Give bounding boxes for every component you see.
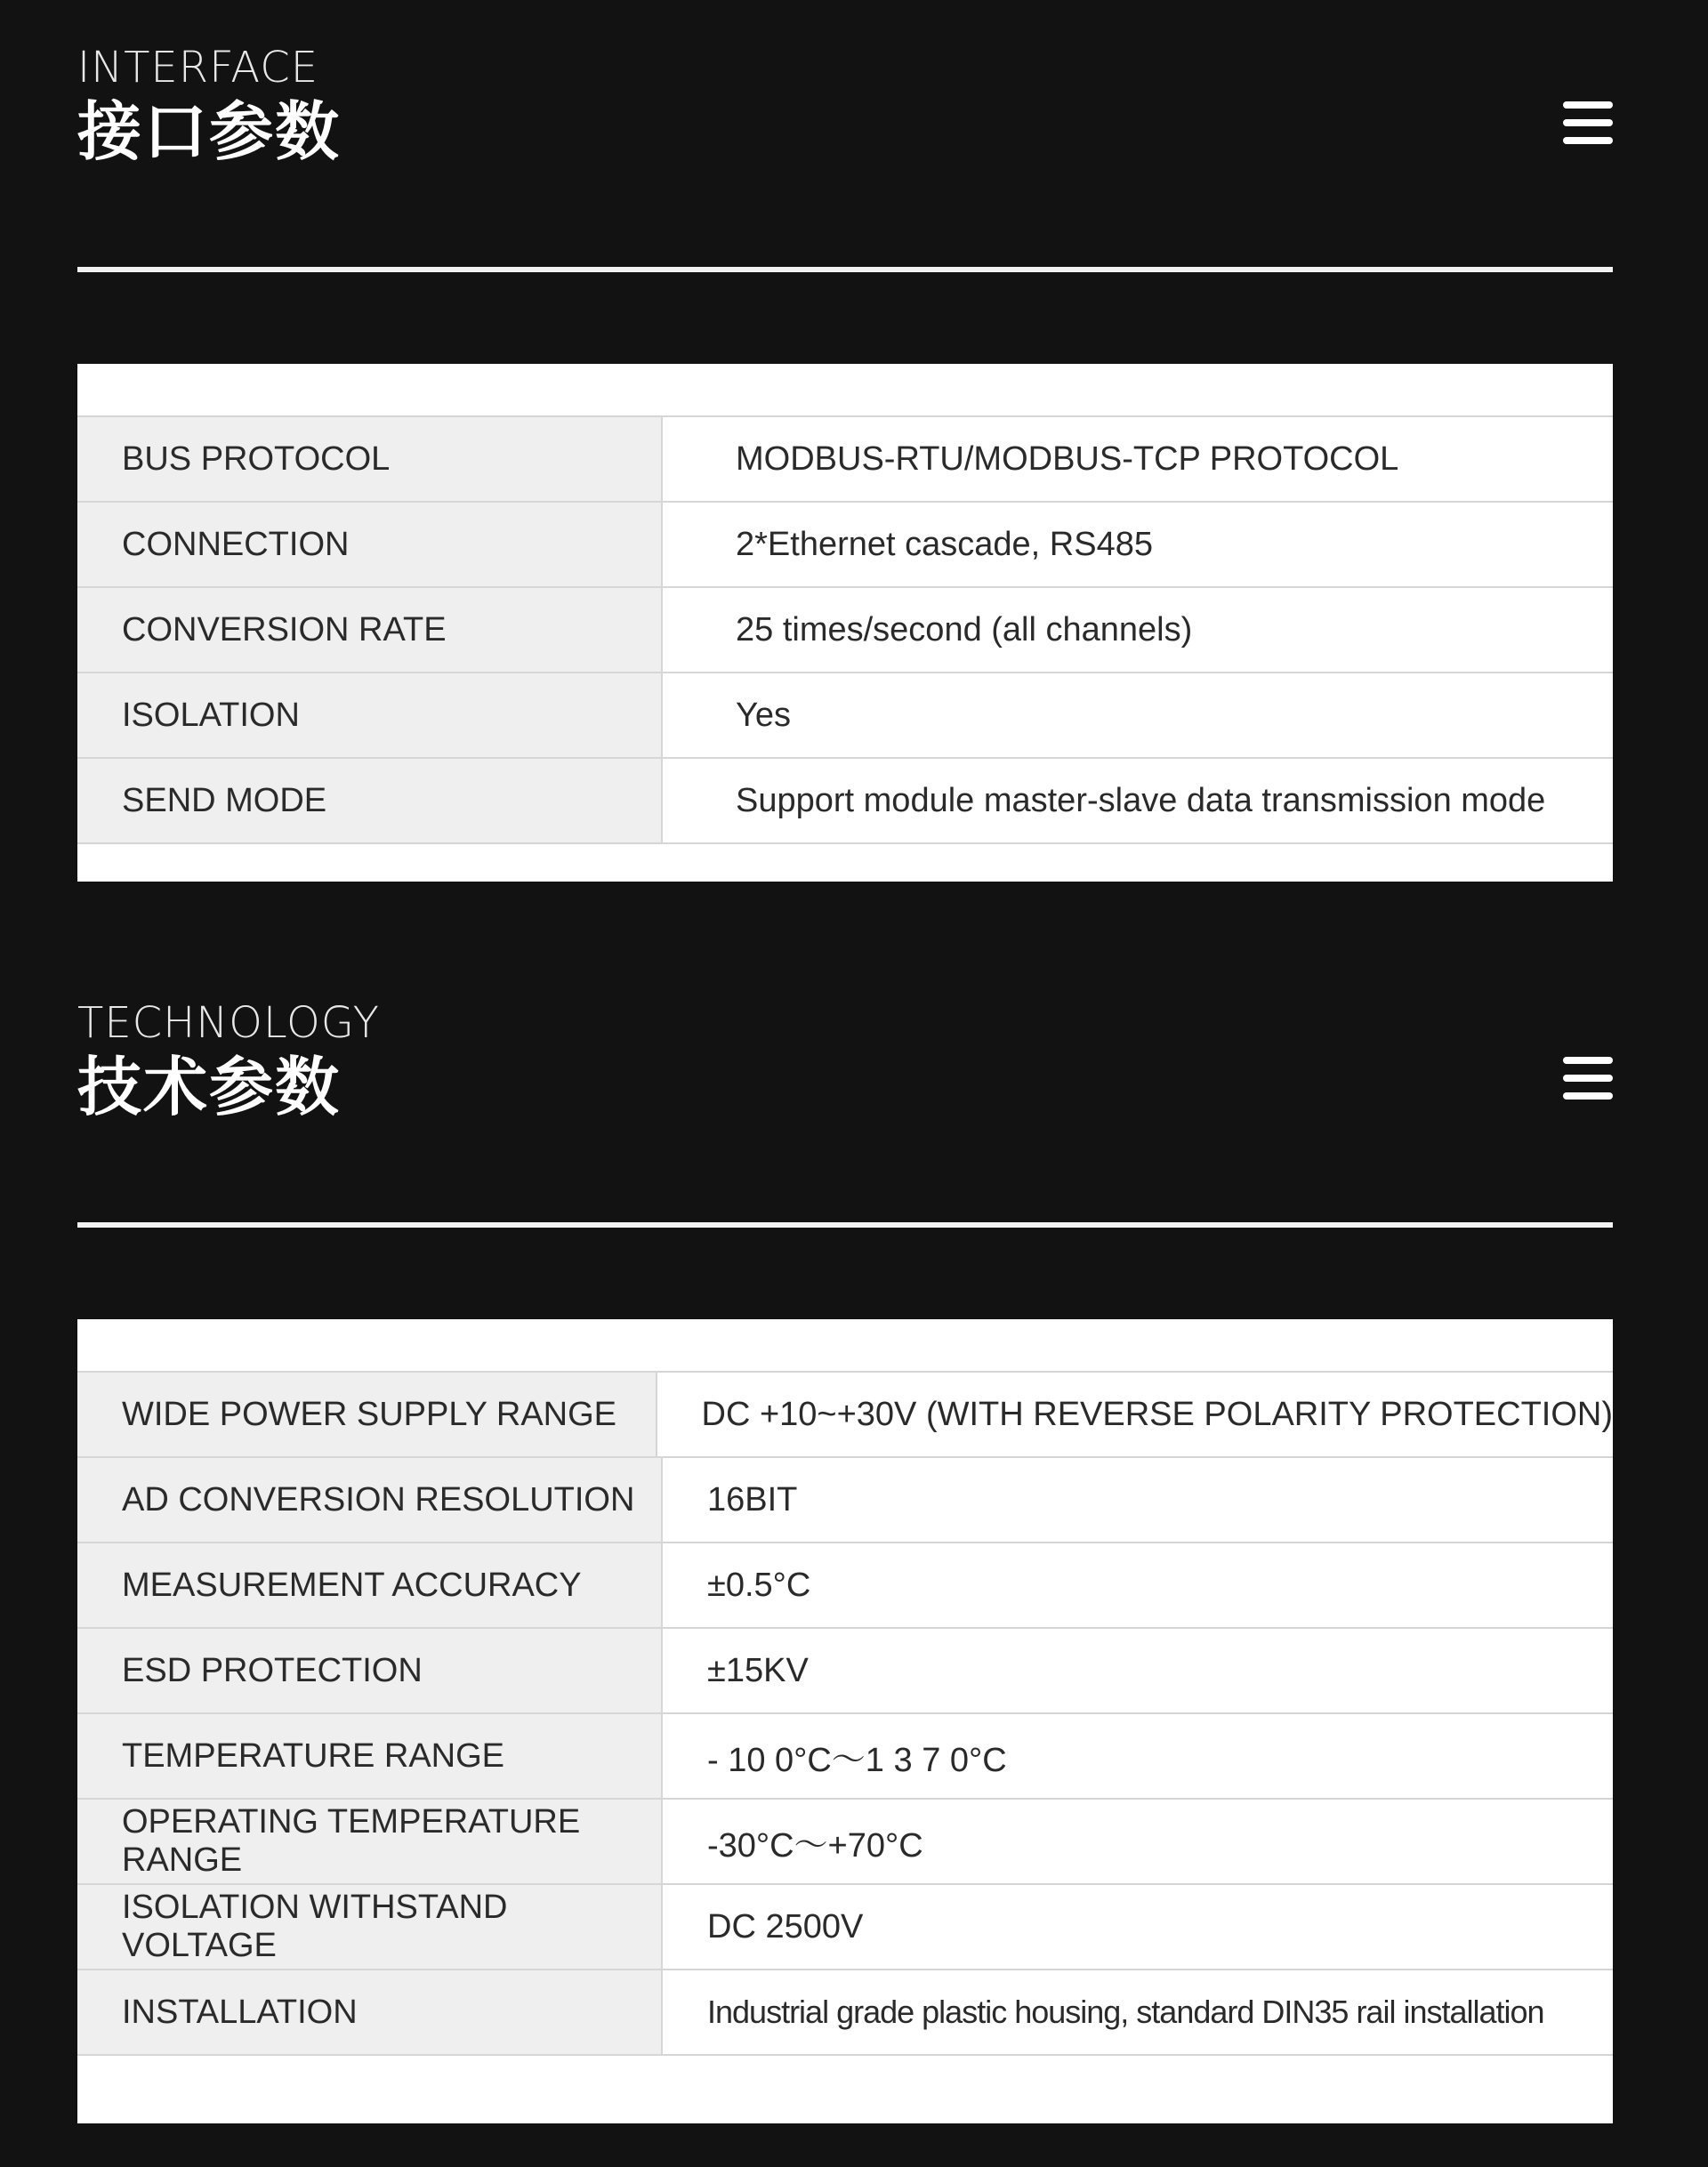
row-value: Yes [736, 696, 791, 734]
row-label: CONNECTION [77, 503, 663, 586]
table-row [77, 1798, 1613, 1883]
table-row [77, 1883, 1613, 1969]
row-value: Industrial grade plastic housing, standard DIN35 rail installation [707, 1994, 1544, 2030]
row-value: DC +10~+30V (WITH REVERSE POLARITY PROTECTION) [701, 1395, 1613, 1433]
row-value: 2*Ethernet cascade, RS485 [736, 525, 1153, 563]
table-row [77, 1712, 1613, 1798]
interface-divider [77, 267, 1613, 272]
row-value: 16BIT [707, 1480, 798, 1519]
table-row [77, 586, 1613, 672]
row-label: ESD PROTECTION [77, 1629, 663, 1712]
table-row [77, 501, 1613, 586]
interface-title: 接口参数 [77, 94, 342, 169]
table-row [77, 672, 1613, 757]
row-label: WIDE POWER SUPPLY RANGE [77, 1373, 657, 1456]
row-value: ±0.5°C [707, 1566, 811, 1604]
row-value: DC 2500V [707, 1907, 864, 1945]
row-label: ISOLATION WITHSTAND VOLTAGE [77, 1885, 663, 1969]
row-label: AD CONVERSION RESOLUTION [77, 1458, 663, 1542]
table-row [77, 1371, 1613, 1456]
row-label: CONVERSION RATE [77, 588, 663, 672]
row-label: OPERATING TEMPERATURE RANGE [77, 1800, 663, 1883]
row-label: ISOLATION [77, 673, 663, 757]
table-row [77, 1627, 1613, 1712]
row-value: -30°C～+70°C [707, 1826, 923, 1865]
technology-title: 技术参数 [77, 1050, 342, 1124]
row-value: MODBUS-RTU/MODBUS-TCP PROTOCOL [736, 439, 1399, 478]
technology-eyebrow: TECHNOLOGY [77, 998, 380, 1048]
row-value: ±15KV [707, 1651, 809, 1689]
row-label: INSTALLATION [77, 1970, 663, 2054]
table-row [77, 1969, 1613, 2056]
technology-table [77, 1319, 1613, 2123]
row-label: TEMPERATURE RANGE [77, 1714, 663, 1798]
table-row [77, 757, 1613, 844]
row-label: MEASUREMENT ACCURACY [77, 1543, 663, 1627]
technology-divider [77, 1222, 1613, 1228]
interface-eyebrow: INTERFACE [77, 43, 319, 93]
interface-table [77, 364, 1613, 882]
table-row [77, 1542, 1613, 1627]
table-row [77, 415, 1613, 501]
table-row [77, 1456, 1613, 1542]
row-value: Support module master-slave data transmission mode [736, 781, 1546, 819]
row-label: SEND MODE [77, 759, 663, 842]
row-value: - 10 0°C～1 3 7 0°C [707, 1741, 1007, 1779]
hamburger-menu-icon[interactable] [1563, 101, 1613, 144]
row-value: 25 times/second (all channels) [736, 610, 1193, 648]
hamburger-menu-icon[interactable] [1563, 1057, 1613, 1100]
row-label: BUS PROTOCOL [77, 417, 663, 501]
